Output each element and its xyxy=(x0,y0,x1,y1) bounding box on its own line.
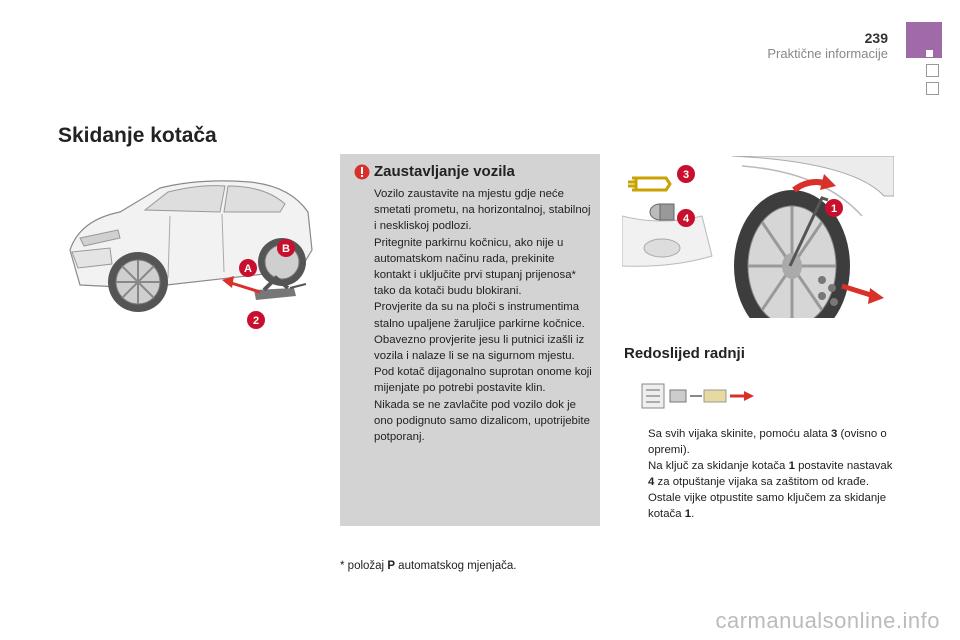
step-text: Na ključ za skidanje kotača xyxy=(648,460,789,472)
step-text: (ovisno o opremi). xyxy=(648,428,887,456)
warning-icon xyxy=(354,164,370,180)
front-wheel xyxy=(108,252,168,312)
procedure-step xyxy=(624,458,894,490)
chapter-tab-box xyxy=(926,64,939,77)
procedure-title: Redoslijed radnji xyxy=(624,345,745,362)
step-text: postavite nastavak xyxy=(794,460,893,472)
step-ref: 3 xyxy=(830,428,838,440)
jack xyxy=(254,278,306,300)
step-ref: 1 xyxy=(788,460,795,472)
arrow-icon xyxy=(228,282,260,292)
warning-paragraph: Obavezno provjerite jesu li putnici izašli iz vozila i nalaze li se na sigurnom mjestu. xyxy=(374,333,585,363)
step-text: Ostale vijke otpustite samo ključem za skidanje kotača xyxy=(648,492,887,520)
warning-box xyxy=(340,154,600,526)
callout-3: 3 xyxy=(682,169,690,181)
car-jack-illustration xyxy=(50,160,322,332)
step-text: . xyxy=(691,508,695,520)
warning-paragraph: Vozilo zaustavite na mjestu gdje neće smetati prometu, na horizontalnoj, stabilnoj i neskliskoj podlozi. xyxy=(374,188,591,233)
warning-paragraph: Nikada se ne zavlačite pod vozilo dok je ono podignuto samo dizalicom, upotrijebite potporanj. xyxy=(374,398,590,444)
footnote-gear: P xyxy=(387,560,395,572)
callout-a: A xyxy=(244,263,252,275)
section-title: Skidanje kotača xyxy=(58,124,217,147)
chapter-title: Praktične informacije xyxy=(767,46,888,61)
procedure-step xyxy=(624,426,894,458)
tool-3 xyxy=(628,178,670,190)
chapter-tab-box xyxy=(926,82,939,95)
procedure-sequence-icon xyxy=(640,380,756,412)
warning-paragraph: Pritegnite parkirnu kočnicu, ako nije u automatskom načinu rada, prekinite kontakt i uključite prvi stupanj prijenosa* tako da kotači budu blokirani. xyxy=(374,236,576,298)
rotate-arrow-head-icon xyxy=(820,174,836,190)
step-ref: 1 xyxy=(684,508,692,520)
footnote-suffix: automatskog mjenjača. xyxy=(394,560,517,572)
callout-4: 4 xyxy=(682,213,690,225)
chapter-tab-marker xyxy=(926,50,933,57)
warning-paragraph: Provjerite da su na ploči s instrumentima stalno upaljene žaruljice parkirne kočnice. xyxy=(374,301,585,330)
wheel-removal-illustration xyxy=(622,156,894,318)
step-text: Sa svih vijaka skinite, pomoću alata xyxy=(648,428,831,440)
remove-arrow-head-icon xyxy=(868,288,884,304)
callout-1: 1 xyxy=(830,203,838,215)
callout-b: B xyxy=(282,243,290,255)
step-text: za otpuštanje vijaka sa zaštitom od krađe. xyxy=(654,476,869,488)
watermark: carmanualsonline.info xyxy=(715,608,940,633)
footnote xyxy=(340,560,516,572)
callout-2: 2 xyxy=(252,315,260,327)
warning-text xyxy=(374,186,592,445)
page-number: 239 xyxy=(864,30,888,46)
footnote-prefix: * položaj xyxy=(340,560,388,572)
socket-4 xyxy=(650,204,674,220)
procedure-steps xyxy=(624,426,894,522)
warning-paragraph: Pod kotač dijagonalno suprotan onome koji mijenjate po potrebi postavite klin. xyxy=(374,366,592,395)
step-ref: 4 xyxy=(648,476,655,488)
warning-title: Zaustavljanje vozila xyxy=(374,163,515,180)
procedure-step xyxy=(624,490,894,522)
chapter-tab xyxy=(906,22,942,58)
